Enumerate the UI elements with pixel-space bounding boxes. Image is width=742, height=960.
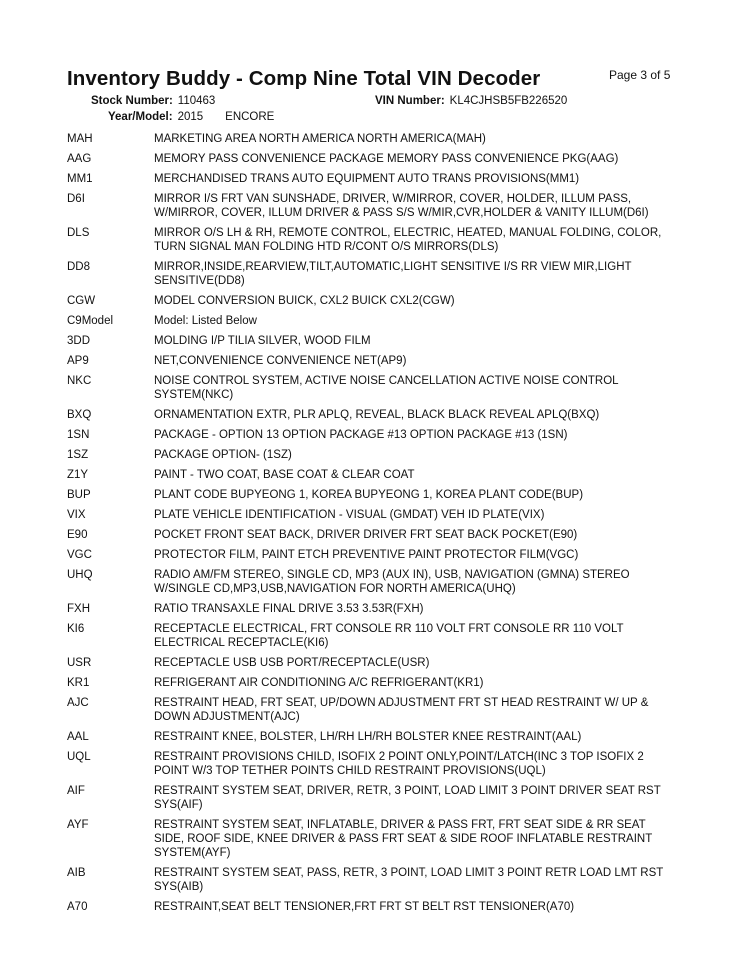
vin-number-label: VIN Number: xyxy=(375,95,445,107)
option-row xyxy=(67,428,687,442)
option-row xyxy=(67,314,687,328)
option-code: AYF xyxy=(67,819,89,831)
year-model xyxy=(108,111,274,123)
option-row xyxy=(67,602,687,616)
option-code: BXQ xyxy=(67,409,92,421)
option-code: MAH xyxy=(67,133,93,145)
option-row xyxy=(67,696,687,724)
option-description: MODEL CONVERSION BUICK, CXL2 BUICK CXL2(CGW) xyxy=(154,295,455,307)
option-row xyxy=(67,900,687,914)
option-description: PACKAGE - OPTION 13 OPTION PACKAGE #13 OPTION PACKAGE #13 (1SN) xyxy=(154,429,568,441)
option-code: A70 xyxy=(67,901,88,913)
option-row xyxy=(67,408,687,422)
option-description: NOISE CONTROL SYSTEM, ACTIVE NOISE CANCELLATION ACTIVE NOISE CONTROL SYSTEM(NKC) xyxy=(154,375,619,401)
stock-number-value: 110463 xyxy=(177,95,216,107)
option-code-list xyxy=(67,132,687,920)
option-row xyxy=(67,568,687,596)
option-row xyxy=(67,488,687,502)
option-description: POCKET FRONT SEAT BACK, DRIVER DRIVER FRT SEAT BACK POCKET(E90) xyxy=(154,529,578,541)
option-description: MIRROR O/S LH & RH, REMOTE CONTROL, ELECTRIC, HEATED, MANUAL FOLDING, COLOR, TURN SIGNAL MAN FOLDING HTD R/CONT O/S MIRRORS(DLS) xyxy=(154,227,662,253)
option-row xyxy=(67,226,687,254)
page-title: Inventory Buddy - Comp Nine Total VIN Decoder xyxy=(67,67,541,90)
option-code: D6I xyxy=(67,193,85,205)
option-row xyxy=(67,508,687,522)
option-row xyxy=(67,818,687,860)
option-description: PACKAGE OPTION- (1SZ) xyxy=(154,449,292,461)
option-description: RECEPTACLE ELECTRICAL, FRT CONSOLE RR 110 VOLT FRT CONSOLE RR 110 VOLT ELECTRICAL RECEPTACLE(KI6) xyxy=(154,623,624,649)
option-description: PAINT - TWO COAT, BASE COAT & CLEAR COAT xyxy=(154,469,415,481)
option-code: E90 xyxy=(67,529,88,541)
option-description: PROTECTOR FILM, PAINT ETCH PREVENTIVE PAINT PROTECTOR FILM(VGC) xyxy=(154,549,579,561)
option-code: C9Model xyxy=(67,315,114,327)
option-description: RESTRAINT SYSTEM SEAT, INFLATABLE, DRIVER & PASS FRT, FRT SEAT SIDE & RR SEAT SIDE, ROOF SIDE, KNEE DRIVER & PASS FRT SEAT & SIDE ROOF INFLATABLE RESTRAINT SYSTEM(AYF) xyxy=(154,819,653,859)
option-row xyxy=(67,260,687,288)
option-description: RESTRAINT HEAD, FRT SEAT, UP/DOWN ADJUSTMENT FRT ST HEAD RESTRAINT W/ UP & DOWN ADJUSTMENT(AJC) xyxy=(154,697,649,723)
option-description: RESTRAINT SYSTEM SEAT, PASS, RETR, 3 POINT, LOAD LIMIT 3 POINT RETR LOAD LMT RST SYS(AIB) xyxy=(154,867,664,893)
option-description: MERCHANDISED TRANS AUTO EQUIPMENT AUTO TRANS PROVISIONS(MM1) xyxy=(154,173,580,185)
option-description: Model: Listed Below xyxy=(154,315,257,327)
option-row xyxy=(67,294,687,308)
option-row xyxy=(67,448,687,462)
option-row xyxy=(67,172,687,186)
option-description: MOLDING I/P TILIA SILVER, WOOD FILM xyxy=(154,335,371,347)
option-description: REFRIGERANT AIR CONDITIONING A/C REFRIGERANT(KR1) xyxy=(154,677,484,689)
option-code: MM1 xyxy=(67,173,93,185)
option-code: KI6 xyxy=(67,623,85,635)
option-code: Z1Y xyxy=(67,469,89,481)
option-code: 1SZ xyxy=(67,449,89,461)
option-description: MIRROR,INSIDE,REARVIEW,TILT,AUTOMATIC,LIGHT SENSITIVE I/S RR VIEW MIR,LIGHT SENSITIVE(DD8) xyxy=(154,261,632,287)
option-description: ORNAMENTATION EXTR, PLR APLQ, REVEAL, BLACK BLACK REVEAL APLQ(BXQ) xyxy=(154,409,600,421)
vin-number-value: KL4CJHSB5FB226520 xyxy=(449,95,568,107)
option-description: RECEPTACLE USB USB PORT/RECEPTACLE(USR) xyxy=(154,657,430,669)
option-code: AIF xyxy=(67,785,85,797)
option-code: AAG xyxy=(67,153,92,165)
option-description: NET,CONVENIENCE CONVENIENCE NET(AP9) xyxy=(154,355,407,367)
option-row xyxy=(67,374,687,402)
year-value: 2015 xyxy=(177,111,204,123)
option-code: VGC xyxy=(67,549,92,561)
option-code: BUP xyxy=(67,489,91,501)
option-code: 3DD xyxy=(67,335,91,347)
option-row xyxy=(67,468,687,482)
option-row xyxy=(67,622,687,650)
option-row xyxy=(67,152,687,166)
option-code: USR xyxy=(67,657,92,669)
option-code: AJC xyxy=(67,697,89,709)
option-code: CGW xyxy=(67,295,96,307)
option-description: RATIO TRANSAXLE FINAL DRIVE 3.53 3.53R(FXH) xyxy=(154,603,424,615)
option-description: MARKETING AREA NORTH AMERICA NORTH AMERICA(MAH) xyxy=(154,133,486,145)
option-code: VIX xyxy=(67,509,86,521)
option-row xyxy=(67,730,687,744)
stock-number xyxy=(91,95,215,107)
option-row xyxy=(67,866,687,894)
option-code: AP9 xyxy=(67,355,89,367)
option-description: RADIO AM/FM STEREO, SINGLE CD, MP3 (AUX IN), USB, NAVIGATION (GMNA) STEREO W/SINGLE CD,MP3,USB,NAVIGATION FOR NORTH AMERICA(UHQ) xyxy=(154,569,630,595)
option-description: MEMORY PASS CONVENIENCE PACKAGE MEMORY PASS CONVENIENCE PKG(AAG) xyxy=(154,153,619,165)
option-row xyxy=(67,334,687,348)
option-row xyxy=(67,548,687,562)
option-code: AIB xyxy=(67,867,86,879)
option-code: AAL xyxy=(67,731,89,743)
option-row xyxy=(67,354,687,368)
year-model-label: Year/Model: xyxy=(108,111,173,123)
option-code: DLS xyxy=(67,227,90,239)
option-description: RESTRAINT KNEE, BOLSTER, LH/RH LH/RH BOLSTER KNEE RESTRAINT(AAL) xyxy=(154,731,582,743)
option-description: RESTRAINT PROVISIONS CHILD, ISOFIX 2 POINT ONLY,POINT/LATCH(INC 3 TOP ISOFIX 2 POINT W/3 TOP TETHER POINTS CHILD RESTRAINT PROVISIONS(UQL) xyxy=(154,751,644,777)
option-code: NKC xyxy=(67,375,92,387)
model-value: ENCORE xyxy=(225,111,275,123)
stock-number-label: Stock Number: xyxy=(91,95,173,107)
option-description: MIRROR I/S FRT VAN SUNSHADE, DRIVER, W/MIRROR, COVER, HOLDER, ILLUM PASS, W/MIRROR, COVER, ILLUM DRIVER & PASS S/S W/MIR,CVR,HOLDER & VANITY ILLUM(D6I) xyxy=(154,193,649,219)
option-description: RESTRAINT SYSTEM SEAT, DRIVER, RETR, 3 POINT, LOAD LIMIT 3 POINT DRIVER SEAT RST SYS(AIF) xyxy=(154,785,661,811)
option-code: DD8 xyxy=(67,261,91,273)
option-code: UHQ xyxy=(67,569,93,581)
option-row xyxy=(67,656,687,670)
page-number: Page 3 of 5 xyxy=(609,68,671,82)
option-row xyxy=(67,676,687,690)
option-description: PLATE VEHICLE IDENTIFICATION - VISUAL (GMDAT) VEH ID PLATE(VIX) xyxy=(154,509,545,521)
option-code: 1SN xyxy=(67,429,90,441)
option-row xyxy=(67,750,687,778)
option-row xyxy=(67,528,687,542)
option-code: KR1 xyxy=(67,677,90,689)
option-description: PLANT CODE BUPYEONG 1, KOREA BUPYEONG 1, KOREA PLANT CODE(BUP) xyxy=(154,489,584,501)
vin-number xyxy=(375,95,567,107)
option-code: UQL xyxy=(67,751,91,763)
option-row xyxy=(67,192,687,220)
option-row xyxy=(67,784,687,812)
option-code: FXH xyxy=(67,603,90,615)
option-row xyxy=(67,132,687,146)
option-description: RESTRAINT,SEAT BELT TENSIONER,FRT FRT ST BELT RST TENSIONER(A70) xyxy=(154,901,575,913)
